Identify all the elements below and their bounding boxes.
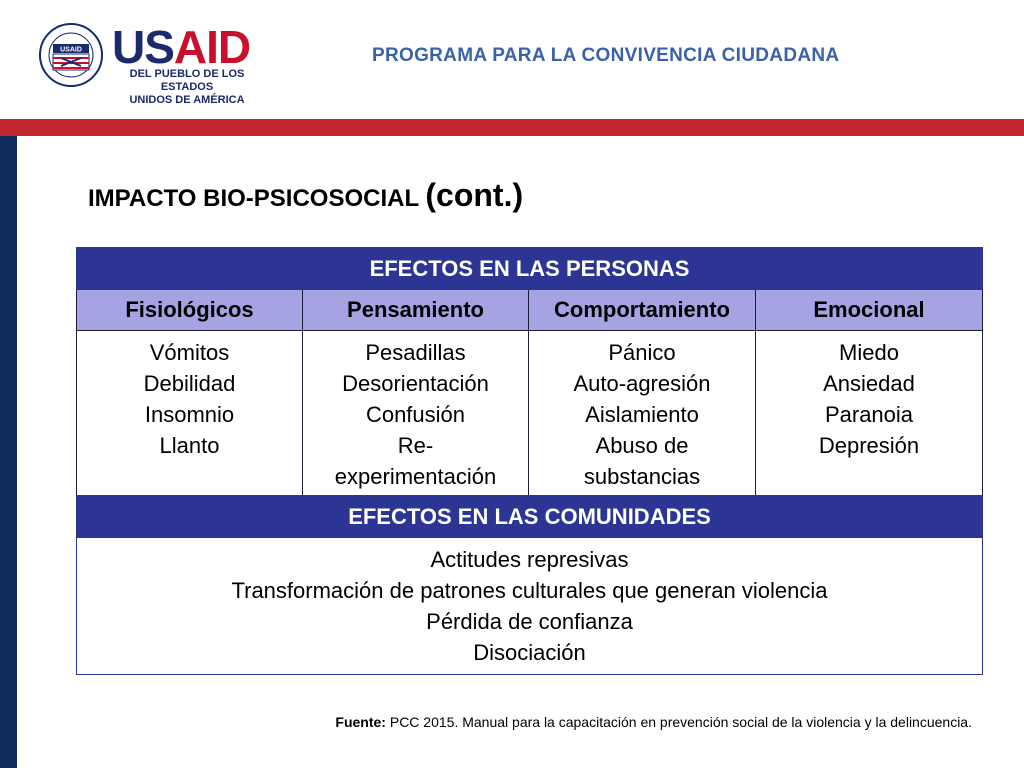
cell-pensamiento [303, 331, 529, 496]
slide-title [88, 176, 523, 214]
list-item: Re- [397, 433, 434, 458]
comunidades-items-row [77, 538, 983, 675]
personas-header: EFECTOS EN LAS PERSONAS [77, 248, 983, 290]
source-citation [335, 715, 972, 729]
cell-emocional [756, 331, 983, 496]
usaid-seal-logo [38, 22, 104, 88]
list-item: Desorientación [342, 371, 489, 396]
slide-title-main: IMPACTO BIO-PSICOSOCIAL [88, 185, 419, 212]
comunidades-header-row [77, 496, 983, 538]
list-item: Llanto [159, 433, 220, 458]
cell-fisiologicos [77, 331, 303, 496]
list-item: Ansiedad [823, 371, 915, 396]
list-item: experimentación [334, 464, 497, 489]
col-header-pensamiento: Pensamiento [303, 290, 529, 331]
list-item: Auto-agresión [573, 371, 711, 396]
list-item: Miedo [839, 340, 899, 365]
cell-comunidades [77, 538, 983, 675]
list-item: Pérdida de confianza [426, 609, 633, 634]
list-item: Debilidad [143, 371, 236, 396]
effects-table [76, 247, 983, 675]
program-title: PROGRAMA PARA LA CONVIVENCIA CIUDADANA [372, 45, 840, 66]
cell-comportamiento [529, 331, 756, 496]
col-header-fisiologicos: Fisiológicos [77, 290, 303, 331]
list-item: Vómitos [149, 340, 230, 365]
usaid-tagline-line2: UNIDOS DE AMÉRICA [129, 94, 245, 106]
list-item: Insomnio [144, 402, 235, 427]
usaid-wordmark [112, 21, 251, 73]
category-header-row [77, 290, 983, 331]
slide-title-suffix: (cont.) [425, 177, 524, 213]
usaid-word-aid: AID [173, 21, 251, 73]
effects-items-row [77, 331, 983, 496]
list-item: Aislamiento [585, 402, 699, 427]
list-item: substancias [583, 464, 701, 489]
list-item: Pesadillas [365, 340, 466, 365]
list-item: Transformación de patrones culturales que generan violencia [231, 578, 828, 603]
list-item: Paranoia [824, 402, 914, 427]
list-item: Pánico [608, 340, 676, 365]
source-text: PCC 2015. Manual para la capacitación en prevención social de la violencia y la delincuencia. [385, 714, 972, 730]
list-item: Depresión [818, 433, 920, 458]
usaid-tagline [112, 68, 262, 107]
usaid-tagline-line1: DEL PUEBLO DE LOS ESTADOS [129, 68, 245, 93]
header-divider-bar [0, 119, 1024, 136]
left-accent-bar [0, 136, 17, 768]
list-item: Abuso de [595, 433, 689, 458]
col-header-comportamiento: Comportamiento [529, 290, 756, 331]
comunidades-header: EFECTOS EN LAS COMUNIDADES [77, 496, 983, 538]
source-label: Fuente: [335, 714, 386, 730]
seal-center-text: USAID [60, 46, 82, 54]
col-header-emocional: Emocional [756, 290, 983, 331]
list-item: Confusión [365, 402, 466, 427]
list-item: Disociación [473, 640, 586, 665]
usaid-word-us: US [112, 21, 174, 73]
personas-header-row [77, 248, 983, 290]
list-item: Actitudes represivas [430, 547, 629, 572]
